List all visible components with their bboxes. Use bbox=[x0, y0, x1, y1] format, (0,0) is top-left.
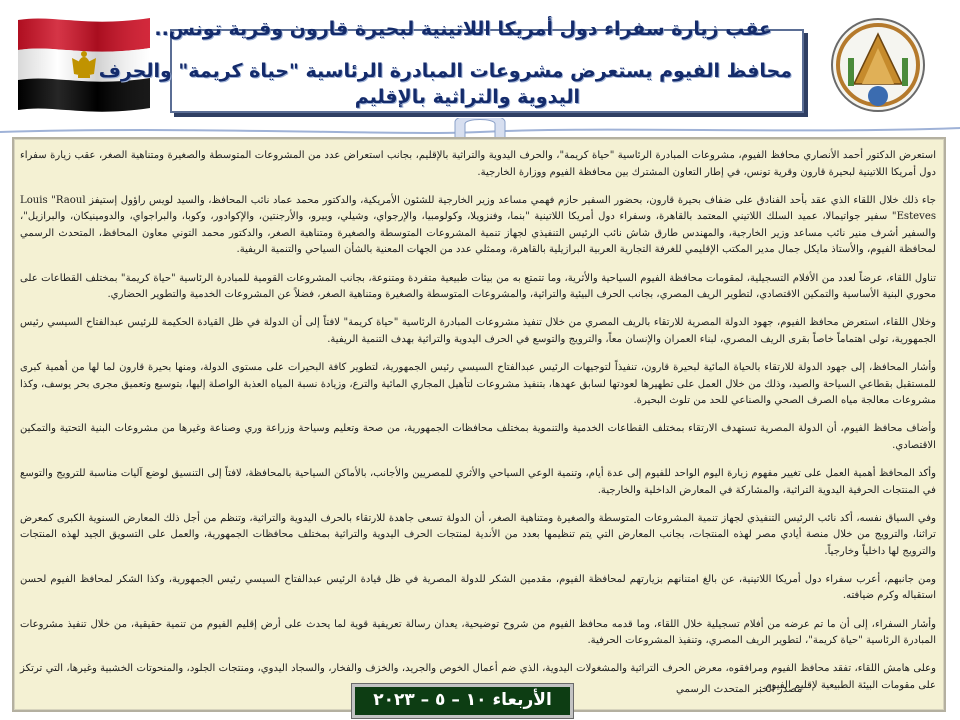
article-paragraph: وفي السياق نفسه، أكد نائب الرئيس التنفيذي لجهاز تنمية المشروعات المتوسطة والصغيرة ومتناهية الصغر، أن الدولة تسعى جاهدة للارتقاء بالحرف اليدوية والتراثية، وتنظم من أجل ذلك المعارض السنوية الكبرى كمعرض تراثنا، والترويج من خلال منصة أيادي مصر لهذه المنتجات، بجانب المعارض التي يتم تنظيمها بعدد من الأندية لمنتجات الحرف اليدوية والتراثية بمختلف محافظات الجمهورية، والعمل على التسويق الجيد لهذه المنتجات والترويج لها داخلياً وخارجياً. bbox=[20, 512, 936, 557]
article-paragraph: وخلال اللقاء، استعرض محافظ الفيوم، جهود الدولة المصرية للارتقاء بالريف المصري من خلال تنفيذ مشروعات المبادرة الرئاسية "حياة كريمة" لافتاً إلى أن الدولة في ظل القيادة الحكيمة للرئيس عبدالفتاح السيسي رئيس الجمهورية، تولى اهتماماً خاصاً بقرى الريف المصري، لبناء العمران والإنسان معاً، والترويج والتوسع في الحرف اليدوية والتراثية بهدف التنمية الريفية. bbox=[20, 317, 936, 345]
fayoum-logo-icon bbox=[828, 14, 928, 116]
article-paragraph: وأشار المحافظ، إلى جهود الدولة للارتقاء بالحياة المائية لبحيرة قارون، تنفيذاً لتوجيهات الرئيس عبدالفتاح السيسي رئيس الجمهورية، لتطوير كافة البحيرات على مستوى الدولة، ومنها بحيرة قارون لما لها من أهمية كبرى للمستقبل بقطاعي السياحة والصيد، وذلك من خلال العمل على تطهيرها لعودتها لسابق عهدها، بتنفيذ مشروعات لتأهيل المجاري المائية والترع، وزيادة نسبة المياه العذبة الواصلة إليها، بتوسيع وتعميق مجرى بحر يوسف، وكذا مشروعات معالجة مياه الصرف الصحي والصناعي للحد من تلوث البحيرة. bbox=[20, 361, 936, 407]
article-paragraph: استعرض الدكتور أحمد الأنصاري محافظ الفيوم، مشروعات المبادرة الرئاسية "حياة كريمة"، والحرف اليدوية والتراثية بالإقليم، بجانب استعراض عدد من المشروعات المتوسطة والصغيرة ومتناهية الصغر، عقب زيارة سفراء دول أمريكا اللاتينية لبحيرة قارون وقرية تونس، في إطار التعاون المشترك بين محافظة الفيوم ووزارة الخارجية. bbox=[20, 150, 936, 178]
article-paragraph: وأضاف محافظ الفيوم، أن الدولة المصرية تستهدف الارتقاء بمختلف القطاعات الخدمية والتنموية بمختلف محافظات الجمهورية، من صحة وتعليم وسياحة وزراعة وري وصناعة وغيرها من مشروعات البنية التحتية والتمكين الاقتصادي. bbox=[20, 423, 936, 451]
article-paragraph: تناول اللقاء، عرضاً لعدد من الأفلام التسجيلية، لمقومات محافظة الفيوم السياحية والأثرية، وما تتمتع به من بيئات طبيعية متفردة ومتنوعة، بجانب المشروعات القومية للمبادرة الرئاسية "حياة كريمة" بمختلف القطاعات على محوري البنية الأساسية والتمكين الاقتصادي، لتطوير الريف المصري، بجانب الحرف البيئية والتراثية، والمشروعات المتوسطة والصغيرة ومتناهية الصغر، فضلاً عن المشروعات الخدمية والتطوير الحضاري. bbox=[20, 272, 936, 301]
decorative-ribbon bbox=[0, 118, 960, 138]
article-paragraph: ومن جانبهم، أعرب سفراء دول أمريكا اللاتينية، عن بالغ امتنانهم بزيارتهم لمحافظة الفيوم، مقدمين الشكر للدولة المصرية في ظل قيادة الرئيس عبدالفتاح السيسي رئيس الجمهورية، وكذا الشكر لمحافظ الفيوم لحسن استقباله وكرم ضيافته. bbox=[20, 573, 936, 602]
article-paragraph: جاء ذلك خلال اللقاء الذي عقد بأحد الفنادق على ضفاف بحيرة قارون، بحضور السفير حازم فهمي مساعد وزير الخارجية للشئون الأمريكية، والدكتور محمد عماد نائب المحافظ، والسيد لويس راؤول إستيفز Louis "Raoul Esteves" سفير جواتيمالا، عميد السلك اللاتيني المعتمد بالقاهرة، وسفراء دول أمريكا اللاتينية "بنما، وفنزويلا، وكولومبيا، والإرجواي، وشيلي، وبيرو، والأرجنتين، والإكوادور، وكوبا، والبراجواي، والدومينيكان، والبرازيل"، والسفير أشرف منير نائب مساعد وزير الخارجية، والمهندس طارق شاش نائب الرئيس التنفيذي لجهاز تنمية المشروعات المتوسطة والصغيرة ومتناهية الصغر، والدكتور محمد التوني معاون المحافظ، المتحدث الرسمي لمحافظة الفيوم، والأستاذ مايكل جمال مدير المكتب الإقليمي للغرفة التجارية العربية البرازيلية بالقاهرة، وممثلي عدد من الجهات المعنية بالشأن السياحي والتنمية الريفية. bbox=[20, 194, 936, 256]
date-badge: الأربعاء ١٠ – ٥ – ٢٠٢٣ bbox=[352, 684, 573, 718]
page-header bbox=[0, 0, 960, 135]
source-credit: مصدر الخبر المتحدث الرسمي bbox=[676, 684, 803, 695]
article-body bbox=[20, 148, 936, 708]
headline-line-3: اليدوية والتراثية بالإقليم bbox=[354, 86, 580, 108]
headline-line-2: محافظ الفيوم يستعرض مشروعات المبادرة الرئاسية "حياة كريمة" والحرف bbox=[98, 60, 792, 82]
article-paragraph: وأشار السفراء، إلى أن ما تم عرضه من أفلام تسجيلية خلال اللقاء، وما قدمه محافظ الفيوم من شروح توضيحية، يعدان رسالة تعريفية قوية لما يحدث على أرض إقليم الفيوم من تنمية حقيقية، من خلال تنفيذ مشروعات المبادرة الرئاسية "حياة كريمة"، لتطوير الريف المصري، وتنفيذ المشروعات الحرفية. bbox=[20, 618, 936, 647]
article-paragraph: وأكد المحافظ أهمية العمل على تغيير مفهوم زيارة اليوم الواحد للفيوم إلى عدة أيام، وتنمية الوعي السياحي والأثري للمصريين والأجانب، بالأماكن السياحية بالمحافظة، لافتاً إلى التنسيق لوضع آليات مناسبة للترويج والتوسع في المنتجات الحرفية اليدوية التراثية، والمشاركة في المعارض الداخلية والخارجية. bbox=[20, 467, 936, 496]
headline-line-1: عقب زيارة سفراء دول أمريكا اللاتينية لبحيرة قارون وقرية تونس.. bbox=[154, 18, 772, 40]
article-paragraph: وعلى هامش اللقاء، تفقد محافظ الفيوم ومرافقوه، معرض الحرف التراثية والمشغولات اليدوية، الذي ضم أعمال الخوص والجريد، والخزف والفخار، والسجاد اليدوي، ومنتجات الجلود، والمنحوتات الخشبية وغيرها، التي ترتكز على مقومات البيئة الطبيعية لإقليم الفيوم . bbox=[20, 663, 936, 691]
